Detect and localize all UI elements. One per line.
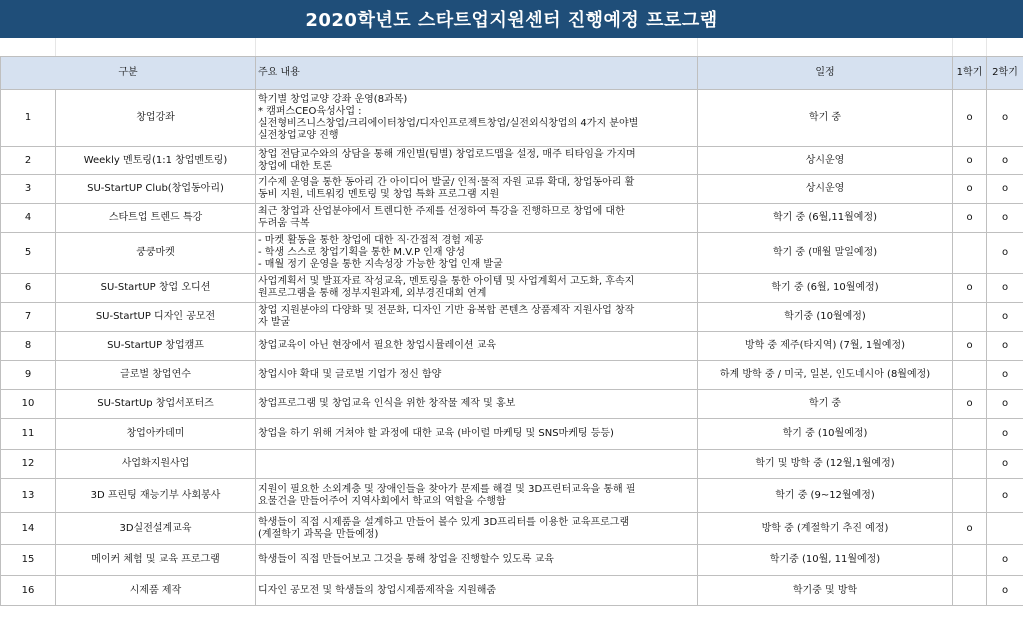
program-content: 창업을 하기 위해 거쳐야 할 과정에 대한 교육 (바이럴 마케팅 및 SNS마케팅 등등) — [256, 419, 698, 450]
program-content — [256, 450, 698, 479]
sem2-mark: o — [987, 147, 1023, 175]
sem2-mark: o — [987, 419, 1023, 450]
program-name: Weekly 멘토링(1:1 창업멘토링) — [56, 147, 256, 175]
program-content: 학기별 창업교양 강좌 운영(8과목) * 캠퍼스CEO육성사업 : 실전형비즈니스창업/크리에이터창업/디자인프로젝트창업/실전외식창업의 4가지 분야별 실전창업교양 진행 — [256, 90, 698, 147]
row-number: 4 — [1, 204, 56, 233]
program-content: 창업시야 확대 및 글로벌 기업가 정신 함양 — [256, 361, 698, 390]
row-number: 14 — [1, 513, 56, 545]
program-name: SU-StartUP 창업 오디션 — [56, 274, 256, 303]
sem2-mark: o — [987, 576, 1023, 606]
program-content: 디자인 공모전 및 학생들의 창업시제품제작을 지원해줌 — [256, 576, 698, 606]
program-content: 지원이 필요한 소외계층 및 장애인들을 찾아가 문제를 해결 및 3D프린터교육을 통해 필 요물건을 만들어주어 지역사회에서 학교의 역할을 수행함 — [256, 479, 698, 513]
program-schedule: 학기중 및 방학 — [698, 576, 953, 606]
program-content: 최근 창업과 산업분야에서 트렌디한 주제를 선정하여 특강을 진행하므로 창업에 대한 두려움 극복 — [256, 204, 698, 233]
sem1-mark — [953, 576, 987, 606]
row-number: 7 — [1, 303, 56, 332]
sem1-mark: o — [953, 390, 987, 419]
sem2-mark: o — [987, 479, 1023, 513]
program-content: 기수제 운영을 통한 동아리 간 아이디어 발굴/ 인적·물적 자원 교류 확대, 창업동아리 활 동비 지원, 네트워킹 멘토링 및 창업 특화 프로그램 지원 — [256, 175, 698, 204]
sem2-mark: o — [987, 175, 1023, 204]
program-schedule: 학기 중 — [698, 390, 953, 419]
program-name: 시제품 제작 — [56, 576, 256, 606]
program-name: SU-StartUp 창업서포터즈 — [56, 390, 256, 419]
table-header-row — [1, 57, 1023, 90]
header-category: 구분 — [1, 57, 256, 90]
program-name: 창업강좌 — [56, 90, 256, 147]
program-schedule: 학기 중 (매월 말일예정) — [698, 233, 953, 274]
table-row — [1, 147, 1023, 175]
row-number: 3 — [1, 175, 56, 204]
table-row — [1, 545, 1023, 576]
table-row — [1, 390, 1023, 419]
program-content: - 마켓 활동을 통한 창업에 대한 직·간접적 경험 제공 - 학생 스스로 창업기획을 통한 M.V.P 인재 양성 - 매월 정기 운영을 통한 지속성장 가능한 창업 인재 발굴 — [256, 233, 698, 274]
sem2-mark: o — [987, 332, 1023, 361]
program-content: 학생들이 직접 시제품을 설계하고 만들어 볼수 있게 3D프리터를 이용한 교육프로그램 (계절학기 과목을 만들예정) — [256, 513, 698, 545]
spacer-row — [0, 38, 1023, 56]
sem1-mark: o — [953, 147, 987, 175]
header-sem2: 2학기 — [987, 57, 1023, 90]
row-number: 10 — [1, 390, 56, 419]
program-name: 스타트업 트렌드 특강 — [56, 204, 256, 233]
table-row — [1, 479, 1023, 513]
program-content: 창업 지원분야의 다양화 및 전문화, 디자인 기반 융복합 콘텐츠 상품제작 지원사업 창작 자 발굴 — [256, 303, 698, 332]
sem2-mark: o — [987, 233, 1023, 274]
sem1-mark: o — [953, 90, 987, 147]
sem1-mark — [953, 450, 987, 479]
program-content: 창업 전담교수와의 상담을 통해 개인별(팀별) 창업로드맵을 설정, 매주 티타임을 가지며 창업에 대한 토론 — [256, 147, 698, 175]
program-schedule: 상시운영 — [698, 175, 953, 204]
sem1-mark: o — [953, 274, 987, 303]
sem1-mark — [953, 233, 987, 274]
program-schedule: 학기중 (10월, 11월예정) — [698, 545, 953, 576]
sem2-mark: o — [987, 274, 1023, 303]
program-name: 3D 프린팅 재능기부 사회봉사 — [56, 479, 256, 513]
sem1-mark: o — [953, 204, 987, 233]
table-row — [1, 175, 1023, 204]
program-name: SU-StartUP 디자인 공모전 — [56, 303, 256, 332]
program-name: 사업화지원사업 — [56, 450, 256, 479]
sem1-mark — [953, 361, 987, 390]
program-name: 메이커 체험 및 교육 프로그램 — [56, 545, 256, 576]
program-schedule: 학기 중 (6월,11월예정) — [698, 204, 953, 233]
table-row — [1, 513, 1023, 545]
row-number: 12 — [1, 450, 56, 479]
program-schedule: 학기 중 (10월예정) — [698, 419, 953, 450]
program-content: 학생들이 직접 만들어보고 그것을 통해 창업을 진행할수 있도록 교육 — [256, 545, 698, 576]
sem2-mark: o — [987, 450, 1023, 479]
row-number: 1 — [1, 90, 56, 147]
table-row — [1, 303, 1023, 332]
program-content: 창업교육이 아닌 현장에서 필요한 창업시뮬레이션 교육 — [256, 332, 698, 361]
sem2-mark: o — [987, 361, 1023, 390]
row-number: 15 — [1, 545, 56, 576]
sem2-mark: o — [987, 90, 1023, 147]
table-row — [1, 419, 1023, 450]
sem1-mark: o — [953, 332, 987, 361]
row-number: 11 — [1, 419, 56, 450]
row-number: 2 — [1, 147, 56, 175]
table-row — [1, 361, 1023, 390]
row-number: 6 — [1, 274, 56, 303]
sem1-mark — [953, 479, 987, 513]
program-table — [0, 56, 1023, 606]
program-schedule: 학기 중 (6월, 10월예정) — [698, 274, 953, 303]
program-schedule: 방학 중 제주(타지역) (7월, 1월예정) — [698, 332, 953, 361]
header-schedule: 일정 — [698, 57, 953, 90]
sem2-mark: o — [987, 390, 1023, 419]
program-name: 글로벌 창업연수 — [56, 361, 256, 390]
row-number: 8 — [1, 332, 56, 361]
sem2-mark: o — [987, 303, 1023, 332]
program-name: 쿵쿵마켓 — [56, 233, 256, 274]
row-number: 5 — [1, 233, 56, 274]
table-row — [1, 576, 1023, 606]
sem1-mark — [953, 545, 987, 576]
program-schedule: 학기 중 (9~12월예정) — [698, 479, 953, 513]
sem1-mark: o — [953, 175, 987, 204]
program-content: 사업계획서 및 발표자료 작성교육, 멘토링을 통한 아이템 및 사업계획서 고도화, 후속지 원프로그램을 통해 정부지원과제, 외부경진대회 연계 — [256, 274, 698, 303]
table-row — [1, 450, 1023, 479]
program-name: 3D실전설계교육 — [56, 513, 256, 545]
program-schedule: 방학 중 (계절학기 추진 예정) — [698, 513, 953, 545]
table-row — [1, 90, 1023, 147]
program-name: SU-StartUP Club(창업동아리) — [56, 175, 256, 204]
page-title: 2020학년도 스타트업지원센터 진행예정 프로그램 — [305, 10, 718, 31]
sem2-mark: o — [987, 545, 1023, 576]
row-number: 16 — [1, 576, 56, 606]
program-schedule: 학기 및 방학 중 (12월,1월예정) — [698, 450, 953, 479]
sem1-mark: o — [953, 513, 987, 545]
program-schedule: 상시운영 — [698, 147, 953, 175]
row-number: 9 — [1, 361, 56, 390]
program-schedule: 하계 방학 중 / 미국, 일본, 인도네시아 (8월예정) — [698, 361, 953, 390]
sem1-mark — [953, 419, 987, 450]
program-name: 창업아카데미 — [56, 419, 256, 450]
sem1-mark — [953, 303, 987, 332]
program-schedule: 학기 중 — [698, 90, 953, 147]
header-content: 주요 내용 — [256, 57, 698, 90]
program-content: 창업프로그램 및 창업교육 인식을 위한 창작물 제작 및 홍보 — [256, 390, 698, 419]
table-row — [1, 332, 1023, 361]
table-row — [1, 274, 1023, 303]
program-schedule: 학기중 (10월예정) — [698, 303, 953, 332]
sem2-mark — [987, 513, 1023, 545]
title-bar — [0, 0, 1023, 38]
program-name: SU-StartUP 창업캠프 — [56, 332, 256, 361]
table-row — [1, 233, 1023, 274]
sem2-mark: o — [987, 204, 1023, 233]
table-row — [1, 204, 1023, 233]
row-number: 13 — [1, 479, 56, 513]
header-sem1: 1학기 — [953, 57, 987, 90]
